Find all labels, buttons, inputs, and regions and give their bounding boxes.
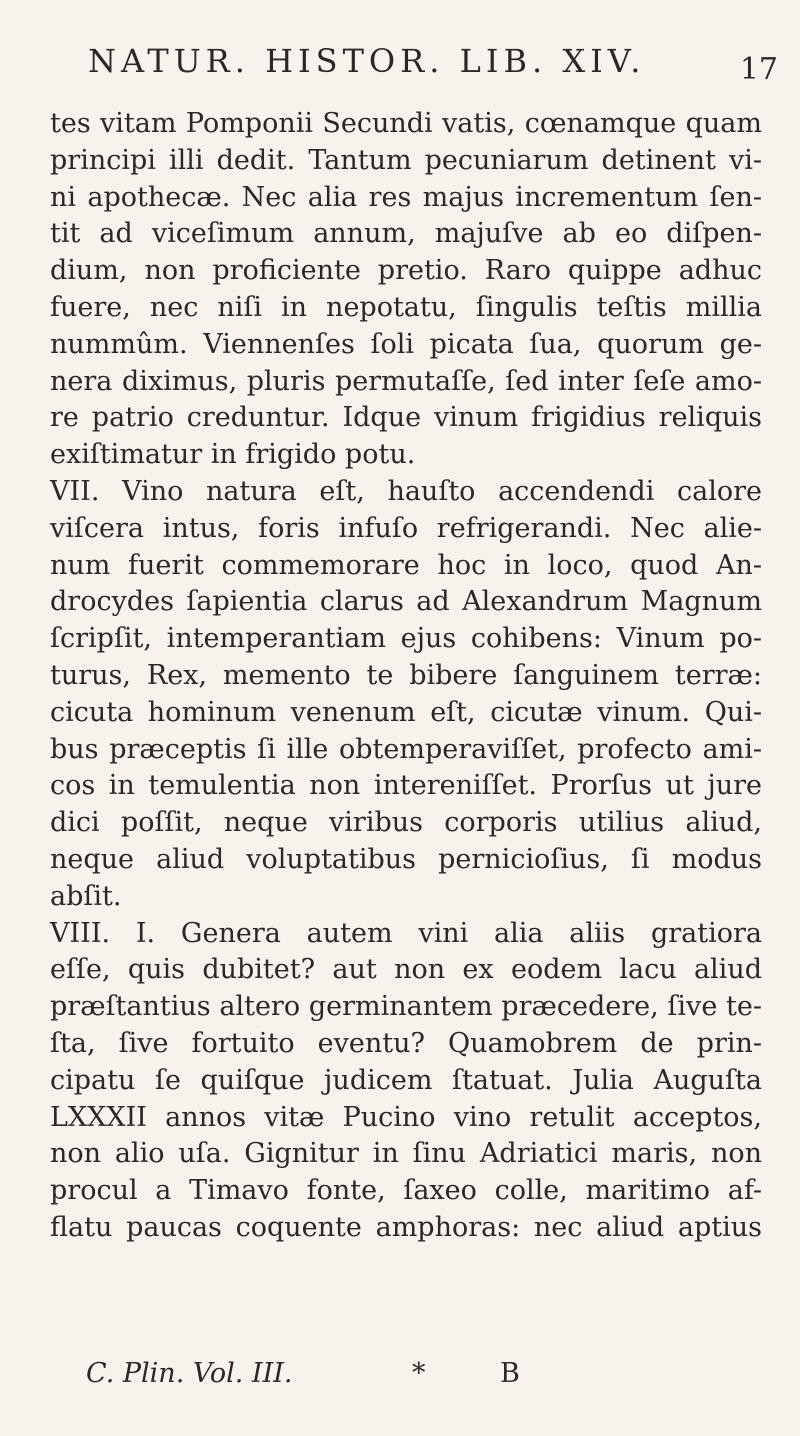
text-line: ni apothecæ. Nec alia res majus incrementum ſen- (50, 181, 762, 213)
body-text (50, 106, 762, 1247)
text-line: præſtantius altero germinantem præcedere, ſive te- (50, 991, 762, 1023)
text-line: abſit. (50, 880, 122, 912)
signature-mark: B (500, 1358, 520, 1389)
signature-reference: C. Plin. Vol. III. (86, 1358, 293, 1389)
text-line: flatu paucas coquente amphoras: nec aliud aptius (50, 1211, 762, 1243)
page-number: 17 (739, 52, 778, 87)
text-line: cicuta hominum venenum eſt, cicutæ vinum. Qui- (50, 696, 762, 728)
text-line: viſcera intus, foris infuſo refrigerandi. Nec alie- (50, 512, 762, 544)
text-line: turus, Rex, memento te bibere ſanguinem terræ: (50, 659, 762, 691)
text-line: num fuerit commemorare hoc in loco, quod An- (50, 549, 762, 581)
text-line: neque aliud voluptatibus pernicioſius, ſi modus (50, 843, 762, 875)
text-line: tes vitam Pomponii Secundi vatis, cœnamque quam (50, 108, 762, 139)
text-line: bus præceptis ſi ille obtemperaviſſet, profecto ami- (50, 733, 762, 765)
text-line: cos in temulentia non intereniſſet. Prorſus ut jure (50, 770, 762, 802)
text-line: non alio uſa. Gignitur in ſinu Adriatici maris, non (50, 1138, 762, 1170)
signature-star: * (412, 1358, 426, 1389)
signature-line (86, 1354, 586, 1394)
text-line: ſcripſit, intemperantiam ejus cohibens: Vinum po- (50, 623, 762, 655)
text-line: re patrio creduntur. Idque vinum frigidius reliquis (50, 402, 762, 434)
text-line: ſta, ſive fortuito eventu? Quamobrem de prin- (50, 1027, 762, 1059)
text-line: fuere, nec niſi in nepotatu, ſingulis teſtis millia (50, 291, 762, 323)
text-line: dici poſſit, neque viribus corporis utilius aliud, (50, 807, 762, 839)
text-line: eſſe, quis dubitet? aut non ex eodem lacu aliud (50, 954, 762, 986)
text-line: VII. Vino natura eſt, hauſto accendendi calore (50, 475, 762, 507)
text-line: principi illi dedit. Tantum pecuniarum detinent vi- (50, 144, 762, 176)
text-line: VIII. I. Genera autem vini alia aliis gratiora (50, 917, 762, 949)
text-line: exiſtimatur in frigido potu. (50, 439, 416, 471)
text-line: nummûm. Viennenſes ſoli picata ſua, quorum ge- (50, 328, 762, 360)
text-line: dium, non proficiente pretio. Raro quippe adhuc (50, 255, 762, 287)
running-title: NATUR. HISTOR. LIB. XIV. (88, 42, 646, 80)
text-line: nera diximus, pluris permutaſſe, ſed inter ſeſe amo- (50, 365, 762, 397)
text-line: cipatu ſe quiſque judicem ſtatuat. Julia Auguſta (50, 1064, 762, 1096)
running-head (88, 42, 778, 102)
text-line: procul a Timavo fonte, ſaxeo colle, maritimo af- (50, 1175, 762, 1207)
text-line: drocydes ſapientia clarus ad Alexandrum Magnum (50, 586, 762, 618)
text-line: LXXXII annos vitæ Pucino vino retulit acceptos, (50, 1101, 762, 1133)
text-line: tit ad viceſimum annum, majuſve ab eo diſpen- (50, 218, 762, 250)
